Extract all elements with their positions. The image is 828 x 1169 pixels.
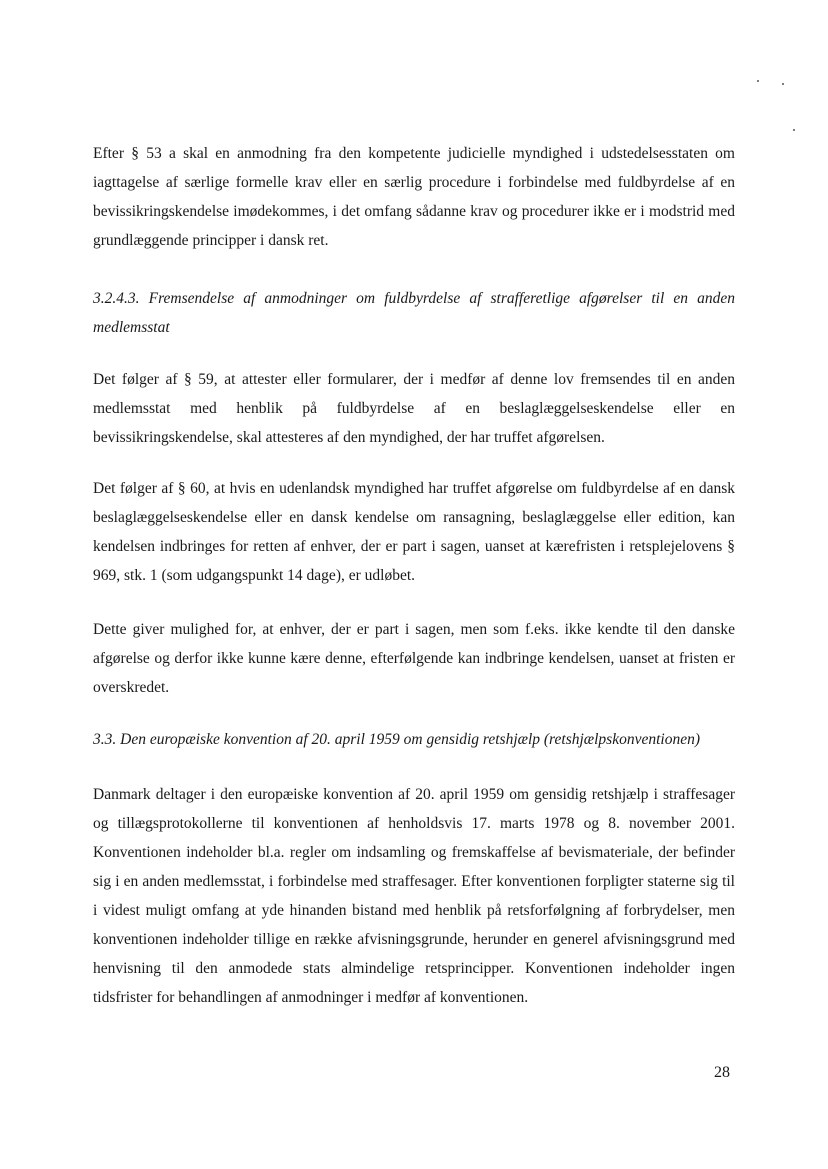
paragraph-convention: Danmark deltager i den europæiske konvention af 20. april 1959 om gensidig retshjælp i straffesager og tillægsprotokollerne til konventionen af henholdsvis 17. marts 1978 og 8. november 2001. Konventionen indeholder bl.a. regler om indsamling og fremskaffelse af bevismateriale, der befinder sig i en anden medlemsstat, i forbindelse med straffesager. Efter konventionen forpligter staterne sig til i videst muligt omfang at yde hinanden bistand med henblik på retsforfølgning af forbrydelser, men konventionen indeholder tillige en række afvisningsgrunde, herunder en generel afvisningsgrund med henvisning til den anmodede stats almindelige retsprincipper. Konventionen indeholder ingen tidsfrister for behandlingen af anmodninger i medfør af konventionen. [93, 786, 735, 1006]
scan-speck [782, 83, 784, 85]
paragraph-party-possibility: Dette giver mulighed for, at enhver, der er part i sagen, men som f.eks. ikke kendte til den danske afgørelse og derfor ikke kunne kære denne, efterfølgende kan indbringe kendelsen, uanset at fristen er overskredet. [93, 621, 735, 696]
paragraph-section-59: Det følger af § 59, at attester eller formularer, der i medfør af denne lov fremsendes til en anden medlemsstat med henblik på fuldbyrdelse af en beslaglæggelseskendelse eller en bevissikringskendelse, skal attesteres af den myndighed, der har truffet afgørelsen. [93, 371, 735, 446]
scan-speck [757, 80, 759, 82]
section-heading-3-2-4-3: 3.2.4.3. Fremsendelse af anmodninger om fuldbyrdelse af strafferetlige afgørelser til en anden medlemsstat [93, 290, 735, 336]
page-number: 28 [714, 1064, 730, 1081]
section-heading-3-3: 3.3. Den europæiske konvention af 20. april 1959 om gensidig retshjælp (retshjælpskonventionen) [93, 731, 701, 748]
scan-speck [793, 129, 795, 131]
paragraph-section-60: Det følger af § 60, at hvis en udenlandsk myndighed har truffet afgørelse om fuldbyrdelse af en dansk beslaglæggelseskendelse eller en dansk kendelse om ransagning, beslaglæggelse eller edition, kan kendelsen indbringes for retten af enhver, der er part i sagen, uanset at kærefristen i retsplejelovens § 969, stk. 1 (som udgangspunkt 14 dage), er udløbet. [93, 480, 735, 584]
paragraph-section-53a: Efter § 53 a skal en anmodning fra den kompetente judicielle myndighed i udstedelsesstaten om iagttagelse af særlige formelle krav eller en særlig procedure i forbindelse med fuldbyrdelse af en bevissikringskendelse imødekommes, i det omfang sådanne krav og procedurer ikke er i modstrid med grundlæggende principper i dansk ret. [93, 145, 735, 249]
